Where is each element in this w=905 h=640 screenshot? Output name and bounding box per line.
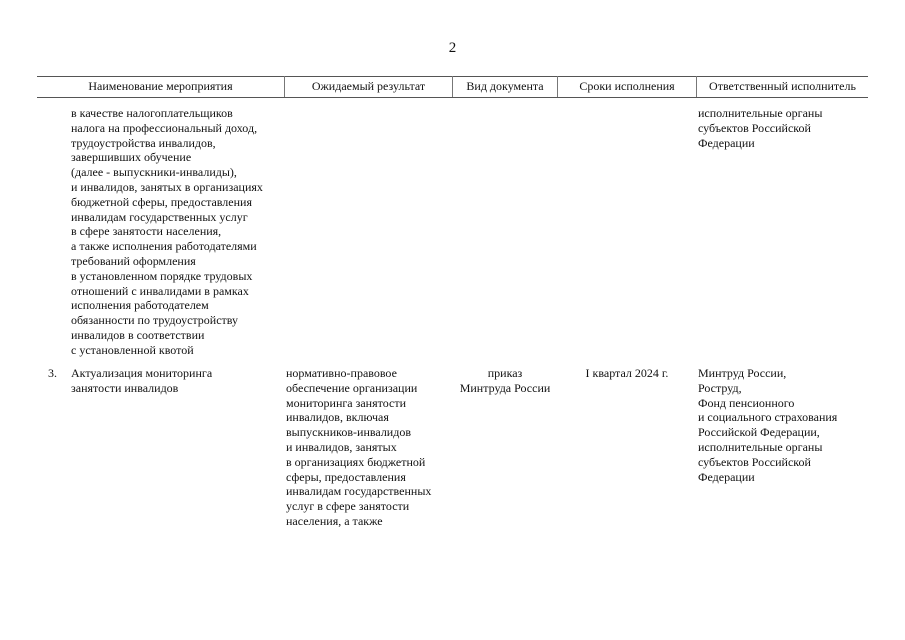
row-document-type: приказ Минтруда России — [459, 366, 551, 395]
header-event-name: Наименование мероприятия — [88, 79, 233, 93]
row-expected-result: нормативно-правовое обеспечение организации мониторинга занятости инвалидов, включая выпускников-инвалидов и инвалидов, занятых в организациях бюджетной сферы, предоставления инвалидам государственных услуг в сфере занятости населения, а также — [286, 366, 432, 528]
continuation-executor: исполнительные органы субъектов Российской Федерации — [698, 106, 823, 150]
row-deadline: I квартал 2024 г. — [585, 366, 669, 380]
table-header-bottom-border — [37, 97, 868, 98]
header-deadline: Сроки исполнения — [579, 79, 675, 93]
row-event-name: Актуализация мониторинга занятости инвалидов — [71, 366, 213, 395]
row-number: 3. — [48, 366, 57, 380]
row-executor: Минтруд России, Роструд, Фонд пенсионного и социального страхования Российской Федерации, исполнительные органы субъектов Российской Федерации — [698, 366, 838, 484]
page-number: 2 — [448, 40, 457, 56]
header-executor: Ответственный исполнитель — [709, 79, 856, 93]
continuation-event-name: в качестве налогоплательщиков налога на профессиональный доход, трудоустройства инвалидов, завершивших обучение (далее - выпускники-инвалиды), и инвалидов, занятых в организациях бюджетной сферы, предоставления инвалидам государственных услуг в сфере занятости населения, а также исполнения работодателями требований оформления в установленном порядке трудовых отношений с инвалидами в рамках исполнения работодателем обязанности по трудоустройству инвалидов в соответствии с установленной квотой — [71, 106, 263, 357]
header-document-type: Вид документа — [466, 79, 544, 93]
header-expected-result: Ожидаемый результат — [311, 79, 426, 93]
